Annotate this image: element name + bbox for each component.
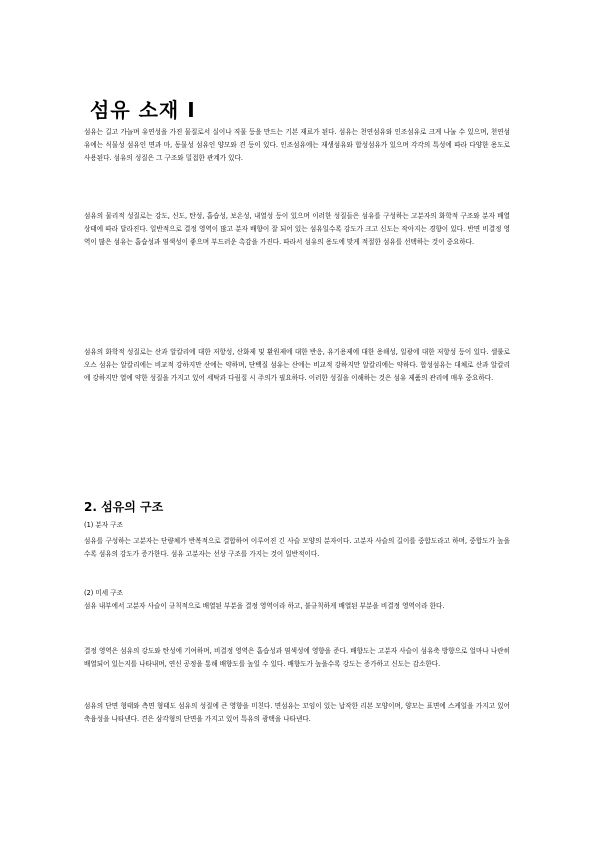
subsection-heading-1: (1) 분자 구조 bbox=[84, 521, 124, 529]
body-paragraph-1: 섬유는 길고 가늘며 유연성을 가진 물질로서 실이나 직물 등을 만드는 기본 재료가 된다. 섬유는 천연섬유와 인조섬유로 크게 나눌 수 있으며, 천연섬유에는 식물성 섬유인 면과 마, 동물성 섬유인 양모와 견 등이 있다. 인조섬유에는 재생섬유와 합성섬유가 있으며 각각의 특성에 따라 다양한 용도로 사용된다. 섬유의 성질은 그 구조와 밀접한 관계가 있다. bbox=[84, 128, 510, 162]
subsection-1-paragraph-1: 섬유를 구성하는 고분자는 단량체가 반복적으로 결합하여 이루어진 긴 사슬 모양의 분자이다. 고분자 사슬의 길이를 중합도라고 하며, 중합도가 높을수록 섬유의 강도가 증가한다. 섬유 고분자는 선상 구조를 가지는 것이 일반적이다. bbox=[84, 537, 510, 558]
body-paragraph-2: 섬유의 물리적 성질로는 강도, 신도, 탄성, 흡습성, 보온성, 내열성 등이 있으며 이러한 성질들은 섬유를 구성하는 고분자의 화학적 구조와 분자 배열 상태에 따라 달라진다. 일반적으로 결정 영역이 많고 분자 배향이 잘 되어 있는 섬유일수록 강도가 크고 신도는 작아지는 경향이 있다. 반면 비결정 영역이 많은 섬유는 흡습성과 염색성이 좋으며 부드러운 촉감을 가진다. 따라서 섬유의 용도에 맞게 적절한 섬유를 선택하는 것이 중요하다. bbox=[84, 212, 510, 246]
subsection-2-paragraph-3: 섬유의 단면 형태와 측면 형태도 섬유의 성질에 큰 영향을 미친다. 면섬유는 꼬임이 있는 납작한 리본 모양이며, 양모는 표면에 스케일을 가지고 있어 축융성을 나타낸다. 견은 삼각형의 단면을 가지고 있어 특유의 광택을 나타낸다. bbox=[84, 702, 510, 723]
subsection-heading-2: (2) 미세 구조 bbox=[84, 589, 124, 597]
subsection-2-paragraph-2: 결정 영역은 섬유의 강도와 탄성에 기여하며, 비결정 영역은 흡습성과 염색성에 영향을 준다. 배향도는 고분자 사슬이 섬유축 방향으로 얼마나 나란히 배열되어 있는지를 나타내며, 연신 공정을 통해 배향도를 높일 수 있다. 배향도가 높을수록 강도는 증가하고 신도는 감소한다. bbox=[84, 647, 510, 668]
document-title: 섬유 소재 I bbox=[90, 98, 196, 122]
subsection-2-paragraph-1: 섬유 내부에서 고분자 사슬이 규칙적으로 배열된 부분을 결정 영역이라 하고, 불규칙하게 배열된 부분을 비결정 영역이라 한다. bbox=[84, 602, 445, 610]
section-title: 2. 섬유의 구조 bbox=[84, 500, 164, 514]
body-paragraph-3: 섬유의 화학적 성질로는 산과 알칼리에 대한 저항성, 산화제 및 환원제에 대한 반응, 유기용제에 대한 용해성, 일광에 대한 저항성 등이 있다. 셀룰로오스 섬유는 알칼리에는 비교적 강하지만 산에는 약하며, 단백질 섬유는 산에는 비교적 강하지만 알칼리에는 약하다. 합성섬유는 대체로 산과 알칼리에 강하지만 열에 약한 성질을 가지고 있어 세탁과 다림질 시 주의가 필요하다. 이러한 성질을 이해하는 것은 섬유 제품의 관리에 매우 중요하다. bbox=[84, 348, 510, 382]
